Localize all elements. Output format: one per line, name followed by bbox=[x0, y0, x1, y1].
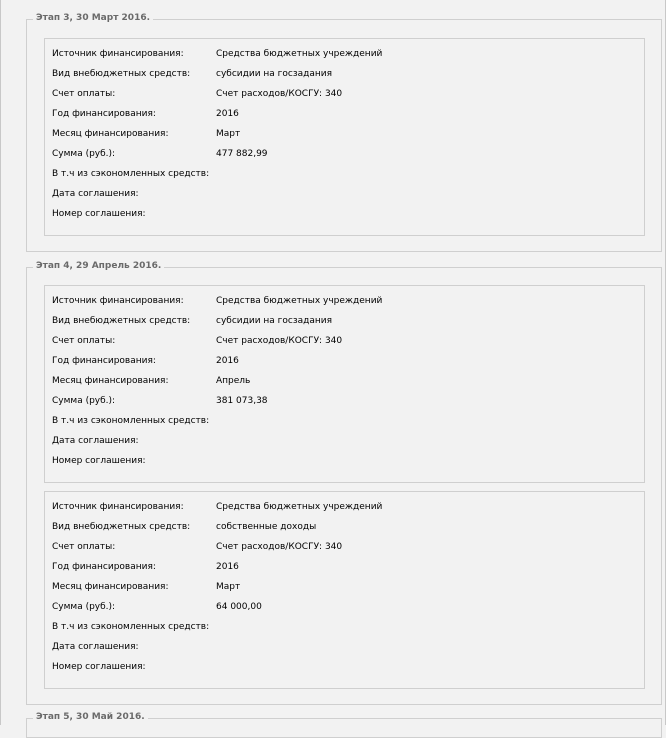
financing-entry bbox=[44, 38, 645, 236]
field-label: В т.ч из сэкономленных средств: bbox=[52, 169, 210, 179]
field-label: Дата соглашения: bbox=[52, 189, 139, 199]
stage-title: Этап 4, 29 Апрель 2016. bbox=[33, 261, 164, 271]
field-label: Месяц финансирования: bbox=[52, 129, 169, 139]
field-label: Сумма (руб.): bbox=[52, 149, 116, 159]
field-value: Счет расходов/КОСГУ: 340 bbox=[216, 542, 343, 552]
stage-fieldset bbox=[26, 13, 662, 252]
field-value: 2016 bbox=[216, 562, 239, 572]
field-label: Номер соглашения: bbox=[52, 209, 146, 219]
field-label: Год финансирования: bbox=[52, 562, 156, 572]
field-label: Счет оплаты: bbox=[52, 542, 116, 552]
field-value: субсидии на госзадания bbox=[216, 316, 333, 326]
field-label: Год финансирования: bbox=[52, 109, 156, 119]
field-label: Номер соглашения: bbox=[52, 456, 146, 466]
field-value: 381 073,38 bbox=[216, 396, 268, 406]
field-value: Апрель bbox=[216, 376, 251, 386]
field-label: Счет оплаты: bbox=[52, 336, 116, 346]
field-label: Источник финансирования: bbox=[52, 296, 184, 306]
field-label: Вид внебюджетных средств: bbox=[52, 522, 191, 532]
financing-entry bbox=[44, 285, 645, 483]
field-label: Месяц финансирования: bbox=[52, 582, 169, 592]
stage-fieldset bbox=[26, 712, 662, 738]
field-label: Номер соглашения: bbox=[52, 662, 146, 672]
field-label: В т.ч из сэкономленных средств: bbox=[52, 622, 210, 632]
field-label: В т.ч из сэкономленных средств: bbox=[52, 416, 210, 426]
field-value: Средства бюджетных учреждений bbox=[216, 296, 383, 306]
field-value: Средства бюджетных учреждений bbox=[216, 49, 383, 59]
field-label: Источник финансирования: bbox=[52, 49, 184, 59]
stage-title: Этап 5, 30 Май 2016. bbox=[33, 712, 148, 722]
field-value: субсидии на госзадания bbox=[216, 69, 333, 79]
stage-title: Этап 3, 30 Март 2016. bbox=[33, 13, 153, 23]
field-value: 2016 bbox=[216, 356, 239, 366]
field-label: Год финансирования: bbox=[52, 356, 156, 366]
field-value: 2016 bbox=[216, 109, 239, 119]
field-label: Месяц финансирования: bbox=[52, 376, 169, 386]
field-label: Дата соглашения: bbox=[52, 436, 139, 446]
field-label: Источник финансирования: bbox=[52, 502, 184, 512]
field-value: Март bbox=[216, 582, 241, 592]
field-value: Счет расходов/КОСГУ: 340 bbox=[216, 89, 343, 99]
field-value: собственные доходы bbox=[216, 522, 317, 532]
financing-entry bbox=[44, 491, 645, 689]
page-border-left bbox=[0, 0, 1, 725]
field-value: Счет расходов/КОСГУ: 340 bbox=[216, 336, 343, 346]
field-label: Счет оплаты: bbox=[52, 89, 116, 99]
field-value: Март bbox=[216, 129, 241, 139]
field-label: Вид внебюджетных средств: bbox=[52, 69, 191, 79]
field-value: Средства бюджетных учреждений bbox=[216, 502, 383, 512]
field-label: Сумма (руб.): bbox=[52, 396, 116, 406]
field-label: Вид внебюджетных средств: bbox=[52, 316, 191, 326]
stage-fieldset bbox=[26, 261, 662, 705]
field-label: Дата соглашения: bbox=[52, 642, 139, 652]
field-value: 64 000,00 bbox=[216, 602, 262, 612]
field-label: Сумма (руб.): bbox=[52, 602, 116, 612]
field-value: 477 882,99 bbox=[216, 149, 268, 159]
